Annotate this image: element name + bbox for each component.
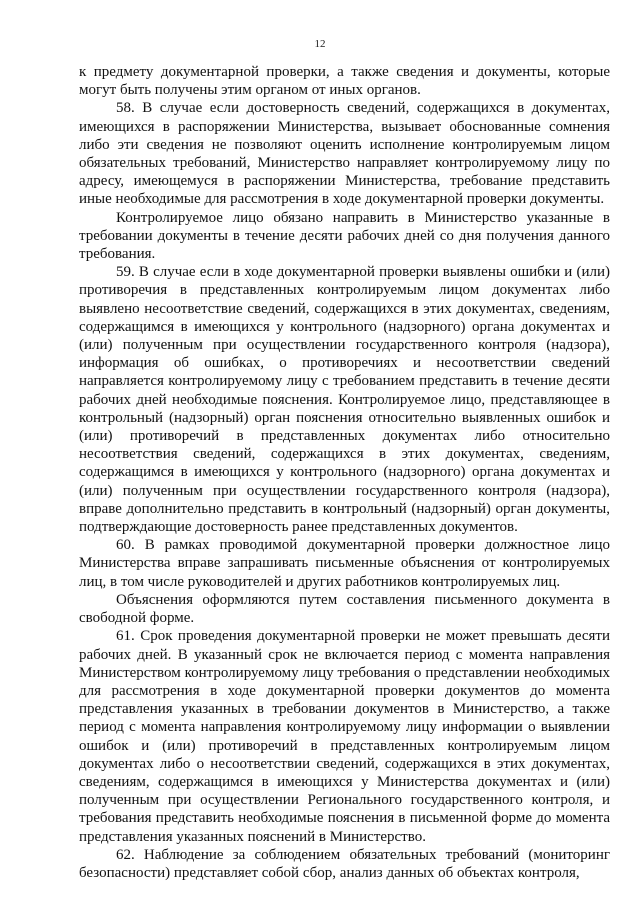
paragraph-59: 59. В случае если в ходе документарной проверки выявлены ошибки и (или) противоречия в представленных контролируемым лицом документах либо выявлено несоответствие сведений, содержащихся в этих документах, сведениям, содержащимся в имеющихся у контрольного (надзорного) органа документах и (или) полученным при осуществлении государственного контроля (надзора), информация об ошибках, о противоречиях и несоответствии сведений направляется контролируемому лицу с требованием представить в течение десяти рабочих дней необходимые пояснения. Контролируемое лицо, представляющее в контрольный (надзорный) орган пояснения относительно выявленных ошибок и (или) противоречий в представленных документах либо относительно несоответствия сведений, содержащихся в этих документах, сведениям, содержащимся в имеющихся у контрольного (надзорного) органа документах и (или) полученным при осуществлении государственного контроля (надзора), вправе дополнительно представить в контрольный (надзорный) орган документы, подтверждающие достоверность ранее представленных документов. [79,264,610,536]
paragraph-continuation: к предмету документарной проверки, а также сведения и документы, которые могут быть получены этим органом от иных органов. [79,64,610,99]
page-number: 12 [314,38,326,50]
paragraph-62: 62. Наблюдение за соблюдением обязательных требований (мониторинг безопасности) представляет собой сбор, анализ данных об объектах контроля, [79,846,610,881]
paragraph-60-explanations: Объяснения оформляются путем составления письменного документа в свободной форме. [79,591,610,627]
paragraph-58-obligation: Контролируемое лицо обязано направить в Министерство указанные в требовании документы в течение десяти рабочих дней со дня получения данного требования. [79,209,610,263]
paragraph-58: 58. В случае если достоверность сведений, содержащихся в документах, имеющихся в распоряжении Министерства, вызывает обоснованные сомнения либо эти сведения не позволяют оценить исполнение контролируемым лицом обязательных требований, Министерство направляет контролируемому лицу по адресу, имеющемуся в распоряжении Министерства, требование представить иные необходимые для рассмотрения в ходе документарной проверки документы. [79,100,610,208]
document-body [79,63,610,882]
paragraph-61: 61. Срок проведения документарной проверки не может превышать десяти рабочих дней. В указанный срок не включается период с момента направления Министерством контролируемому лицу требования о представлении необходимых для рассмотрения в ходе документарной проверки документов до момента представления указанных в требовании документов в Министерство, а также период с момента направления контролируемому лицу информации о выявлении ошибок и (или) противоречий в представленных контролируемым лицом документах либо о несоответствии сведений, содержащихся в этих документах, сведениям, содержащимся в имеющихся у Министерства документах и (или) полученным при осуществлении Регионального государственного контроля, и требования представить необходимые пояснения в письменной форме до момента представления указанных пояснений в Министерство. [79,628,610,845]
paragraph-60: 60. В рамках проводимой документарной проверки должностное лицо Министерства вправе запрашивать письменные объяснения от контролируемых лиц, в том числе руководителей и других работников контролируемых лиц. [79,537,610,590]
